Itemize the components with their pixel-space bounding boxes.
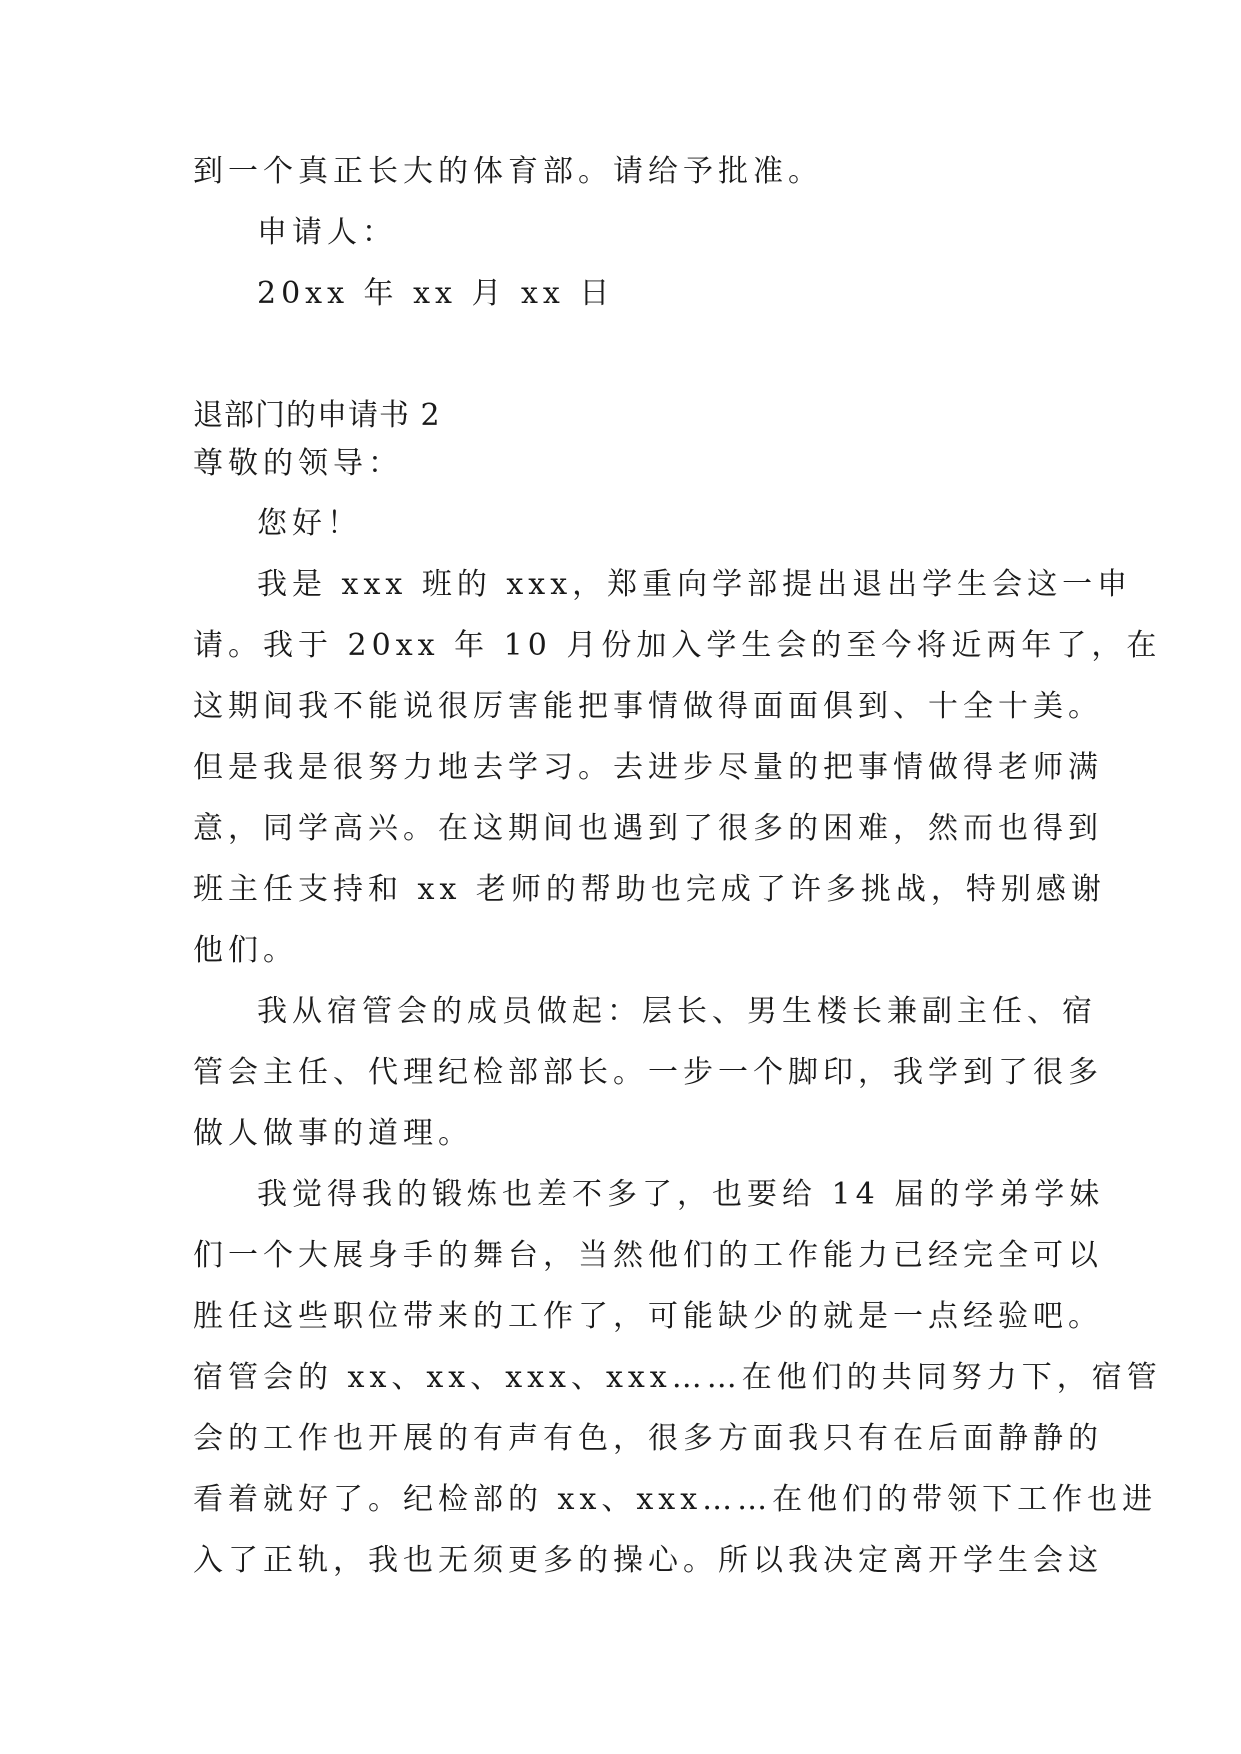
paragraph-line: 做人做事的道理。 [193, 1116, 473, 1151]
paragraph-line: 意，同学高兴。在这期间也遇到了很多的困难，然而也得到 [193, 811, 1103, 846]
salutation: 尊敬的领导： [193, 446, 403, 481]
paragraph-line: 们一个大展身手的舞台，当然他们的工作能力已经完全可以 [193, 1238, 1103, 1273]
paragraph-line: 管会主任、代理纪检部部长。一步一个脚印，我学到了很多 [193, 1055, 1103, 1090]
section-title: 退部门的申请书 2 [193, 398, 441, 433]
paragraph-line: 班主任支持和 xx 老师的帮助也完成了许多挑战，特别感谢 [193, 872, 1106, 907]
paragraph-line: 宿管会的 xx、xx、xxx、xxx……在他们的共同努力下，宿管 [193, 1360, 1162, 1395]
paragraph-line: 我从宿管会的成员做起：层长、男生楼长兼副主任、宿 [257, 994, 1097, 1029]
greeting: 您好！ [257, 506, 362, 541]
paragraph-line: 胜任这些职位带来的工作了，可能缺少的就是一点经验吧。 [193, 1299, 1103, 1334]
paragraph-line: 我是 xxx 班的 xxx，郑重向学部提出退出学生会这一申 [257, 567, 1133, 602]
date-line: 20xx 年 xx 月 xx 日 [257, 276, 615, 311]
paragraph-line: 请。我于 20xx 年 10 月份加入学生会的至今将近两年了，在 [193, 628, 1162, 663]
paragraph-line: 我觉得我的锻炼也差不多了，也要给 14 届的学弟学妹 [257, 1177, 1105, 1212]
continuation-line: 到一个真正长大的体育部。请给予批准。 [193, 154, 823, 189]
paragraph-line: 入了正轨，我也无须更多的操心。所以我决定离开学生会这 [193, 1543, 1103, 1578]
applicant-label: 申请人： [257, 215, 397, 250]
paragraph-line: 会的工作也开展的有声有色，很多方面我只有在后面静静的 [193, 1421, 1103, 1456]
paragraph-line: 但是我是很努力地去学习。去进步尽量的把事情做得老师满 [193, 750, 1103, 785]
paragraph-line: 他们。 [193, 933, 298, 968]
paragraph-line: 这期间我不能说很厉害能把事情做得面面俱到、十全十美。 [193, 689, 1103, 724]
paragraph-line: 看着就好了。纪检部的 xx、xxx……在他们的带领下工作也进 [193, 1482, 1158, 1517]
